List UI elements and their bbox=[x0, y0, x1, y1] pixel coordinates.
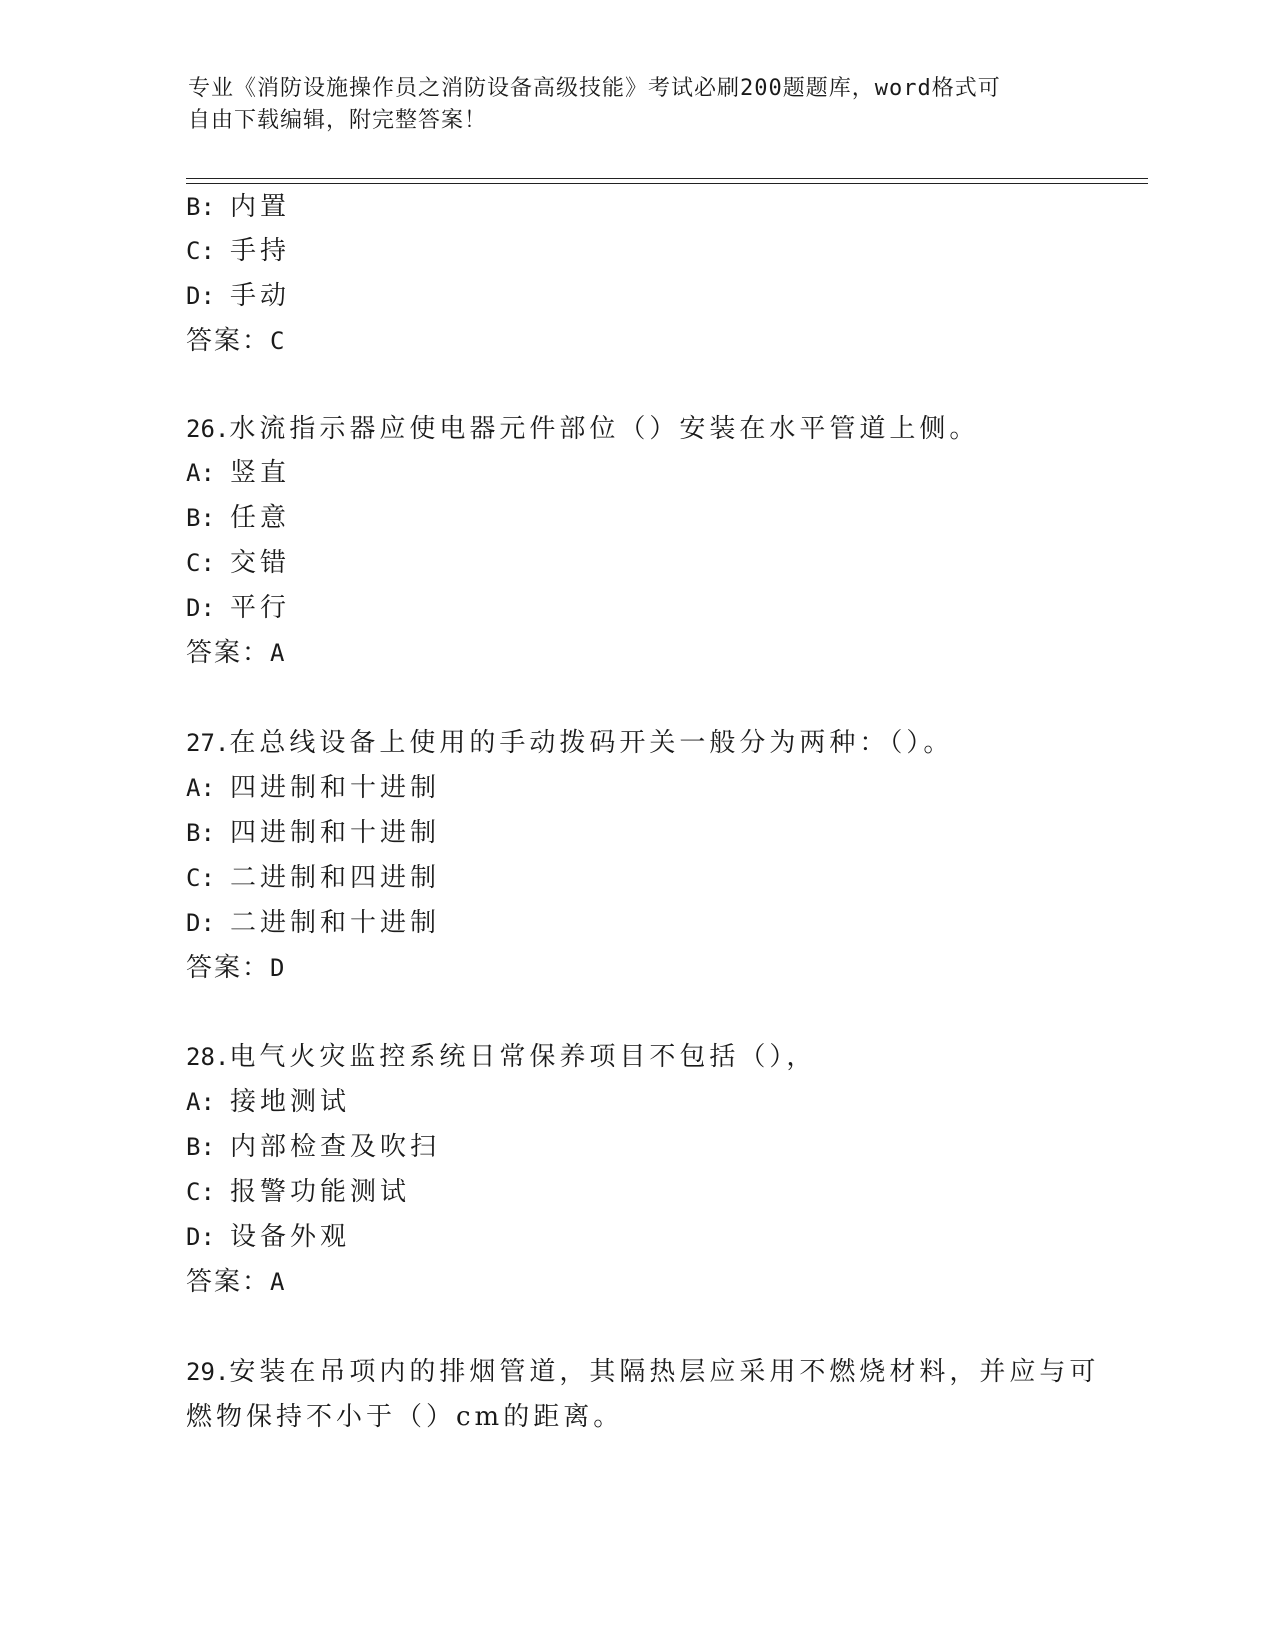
option-label: B: bbox=[186, 1133, 215, 1161]
header-line-2: 自由下载编辑，附完整答案！ bbox=[188, 108, 488, 133]
answer-value: A bbox=[270, 639, 285, 667]
option-text: 四进制和十进制 bbox=[230, 818, 441, 848]
q26-option-a bbox=[186, 456, 290, 490]
q29-stem-line-1 bbox=[186, 1355, 1099, 1389]
q28-stem bbox=[186, 1040, 816, 1074]
option-label: B: bbox=[186, 504, 215, 532]
option-label: A: bbox=[186, 774, 215, 802]
question-text-continued: 燃物保持不小于（）cm的距离。 bbox=[186, 1402, 624, 1432]
question-text: 水流指示器应使电器元件部位（）安装在水平管道上侧。 bbox=[229, 414, 980, 444]
q28-option-b bbox=[186, 1130, 440, 1164]
header-line-1: 专业《消防设施操作员之消防设备高级技能》考试必刷200题题库，word格式可 bbox=[188, 76, 1001, 101]
q28-option-a bbox=[186, 1085, 350, 1119]
q25-option-d bbox=[186, 279, 290, 313]
q28-answer bbox=[186, 1265, 284, 1299]
option-text: 报警功能测试 bbox=[230, 1177, 411, 1207]
option-label: C: bbox=[186, 237, 215, 265]
q26-stem bbox=[186, 412, 979, 446]
question-number: 28. bbox=[186, 1043, 230, 1071]
option-text: 交错 bbox=[230, 548, 291, 578]
option-label: D: bbox=[186, 594, 215, 622]
option-text: 平行 bbox=[230, 593, 291, 623]
question-number: 29. bbox=[186, 1358, 230, 1386]
question-number: 27. bbox=[186, 729, 230, 757]
option-label: A: bbox=[186, 459, 215, 487]
question-number: 26. bbox=[186, 415, 230, 443]
answer-label: 答案： bbox=[186, 1267, 271, 1297]
option-label: C: bbox=[186, 549, 215, 577]
q26-option-d bbox=[186, 591, 290, 625]
option-text: 任意 bbox=[230, 503, 291, 533]
option-text: 二进制和四进制 bbox=[230, 863, 441, 893]
q27-answer bbox=[186, 951, 284, 985]
option-text: 手持 bbox=[230, 236, 291, 266]
header-divider-bottom bbox=[186, 183, 1148, 184]
header-divider-top bbox=[186, 178, 1148, 179]
q27-stem bbox=[186, 726, 953, 760]
option-label: C: bbox=[186, 864, 215, 892]
option-text: 内置 bbox=[230, 192, 291, 222]
answer-label: 答案： bbox=[186, 326, 271, 356]
answer-value: C bbox=[270, 327, 285, 355]
option-text: 竖直 bbox=[230, 458, 291, 488]
option-label: D: bbox=[186, 909, 215, 937]
q27-option-b bbox=[186, 816, 440, 850]
q26-option-b bbox=[186, 501, 290, 535]
q29-stem-line-2 bbox=[186, 1400, 623, 1434]
option-label: A: bbox=[186, 1088, 215, 1116]
option-label: C: bbox=[186, 1178, 215, 1206]
document-header bbox=[188, 73, 1088, 137]
answer-value: D bbox=[270, 954, 285, 982]
question-text: 在总线设备上使用的手动拨码开关一般分为两种：（）。 bbox=[229, 728, 954, 758]
option-label: D: bbox=[186, 282, 215, 310]
option-label: B: bbox=[186, 819, 215, 847]
option-text: 接地测试 bbox=[230, 1087, 351, 1117]
q26-option-c bbox=[186, 546, 290, 580]
option-label: B: bbox=[186, 193, 215, 221]
answer-label: 答案： bbox=[186, 953, 271, 983]
q27-option-d bbox=[186, 906, 440, 940]
q25-answer bbox=[186, 324, 284, 358]
option-label: D: bbox=[186, 1223, 215, 1251]
option-text: 二进制和十进制 bbox=[230, 908, 441, 938]
option-text: 四进制和十进制 bbox=[230, 773, 441, 803]
option-text: 内部检查及吹扫 bbox=[230, 1132, 441, 1162]
q26-answer bbox=[186, 636, 284, 670]
option-text: 设备外观 bbox=[230, 1222, 351, 1252]
q27-option-c bbox=[186, 861, 440, 895]
question-text: 安装在吊项内的排烟管道，其隔热层应采用不燃烧材料，并应与可 bbox=[229, 1357, 1100, 1387]
answer-value: A bbox=[270, 1268, 285, 1296]
q28-option-d bbox=[186, 1220, 350, 1254]
answer-label: 答案： bbox=[186, 638, 271, 668]
question-text: 电气火灾监控系统日常保养项目不包括（）， bbox=[229, 1042, 817, 1072]
q25-option-c bbox=[186, 234, 290, 268]
q25-option-b bbox=[186, 190, 290, 224]
option-text: 手动 bbox=[230, 281, 291, 311]
q27-option-a bbox=[186, 771, 440, 805]
q28-option-c bbox=[186, 1175, 410, 1209]
